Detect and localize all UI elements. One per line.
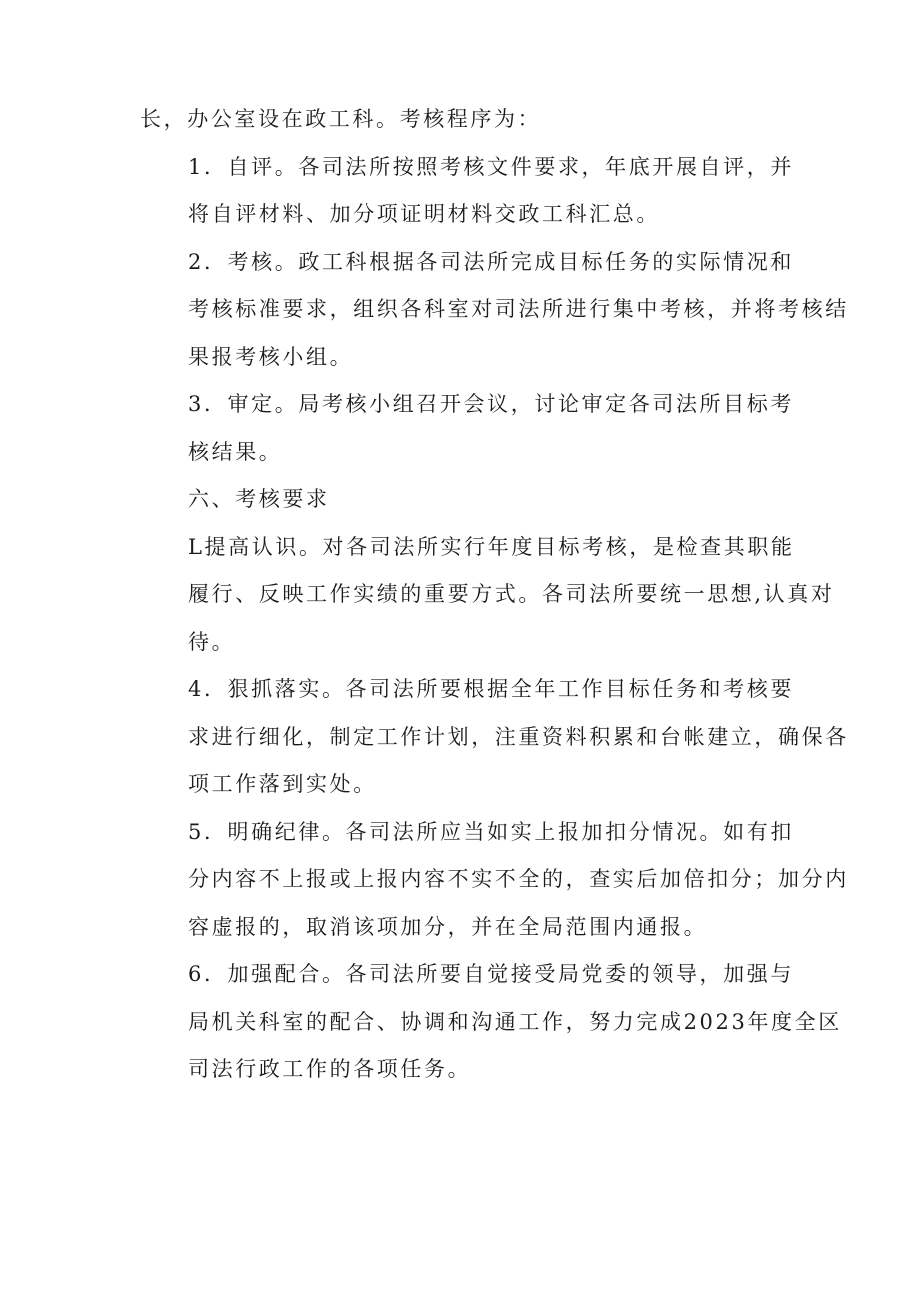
- paragraph-assessment: [140, 239, 849, 382]
- document-body: [140, 96, 849, 1094]
- text-line: 履行、反映工作实绩的重要方式。各司法所要统一思想,认真对: [188, 582, 835, 606]
- text-line: 核结果。: [188, 439, 283, 464]
- text-line: 2．考核。政工科根据各司法所完成目标任务的实际情况和: [188, 249, 794, 274]
- section-heading-assessment-requirements: [140, 476, 785, 524]
- text-line: 6．加强配合。各司法所要自觉接受局党委的领导，加强与: [188, 962, 794, 986]
- text-line: 5．明确纪律。各司法所应当如实上报加扣分情况。如有扣: [188, 819, 794, 844]
- text-line: 司法行政工作的各项任务。: [188, 1057, 472, 1081]
- text-line: 长，办公室设在政工科。考核程序为：: [140, 107, 542, 131]
- paragraph-implementation: [140, 666, 849, 809]
- text-line: 分内容不上报或上报内容不实不全的，查实后加倍扣分；加分内: [188, 867, 849, 891]
- text-line: 4．狠抓落实。各司法所要根据全年工作目标任务和考核要: [188, 677, 794, 701]
- text-line: 局机关科室的配合、协调和沟通工作，努力完成2023年度全区: [188, 1009, 842, 1034]
- paragraph-cooperation: [140, 951, 842, 1094]
- text-line: 项工作落到实处。: [188, 772, 377, 796]
- text-line: 考核标准要求，组织各科室对司法所进行集中考核，并将考核结: [188, 297, 849, 321]
- text-line: 待。: [188, 629, 236, 654]
- paragraph-approval: [140, 381, 794, 476]
- text-line: 六、考核要求: [188, 487, 330, 511]
- text-line: 1．自评。各司法所按照考核文件要求，年底开展自评，并: [188, 154, 794, 179]
- text-line: L提高认识。对各司法所实行年度目标考核，是检查其职能: [188, 534, 795, 559]
- text-line: 果报考核小组。: [188, 344, 354, 369]
- text-line: 容虚报的，取消该项加分，并在全局范围内通报。: [188, 914, 708, 939]
- paragraph-procedure-intro: [140, 96, 785, 144]
- text-line: 将自评材料、加分项证明材料交政工科汇总。: [188, 202, 660, 226]
- text-line: 求进行细化，制定工作计划，注重资料积累和台帐建立，确保各: [188, 724, 849, 749]
- paragraph-self-evaluation: [140, 144, 794, 239]
- paragraph-raise-awareness: [140, 524, 835, 667]
- text-line: 3．审定。局考核小组召开会议，讨论审定各司法所目标考: [188, 392, 794, 416]
- paragraph-discipline: [140, 809, 849, 952]
